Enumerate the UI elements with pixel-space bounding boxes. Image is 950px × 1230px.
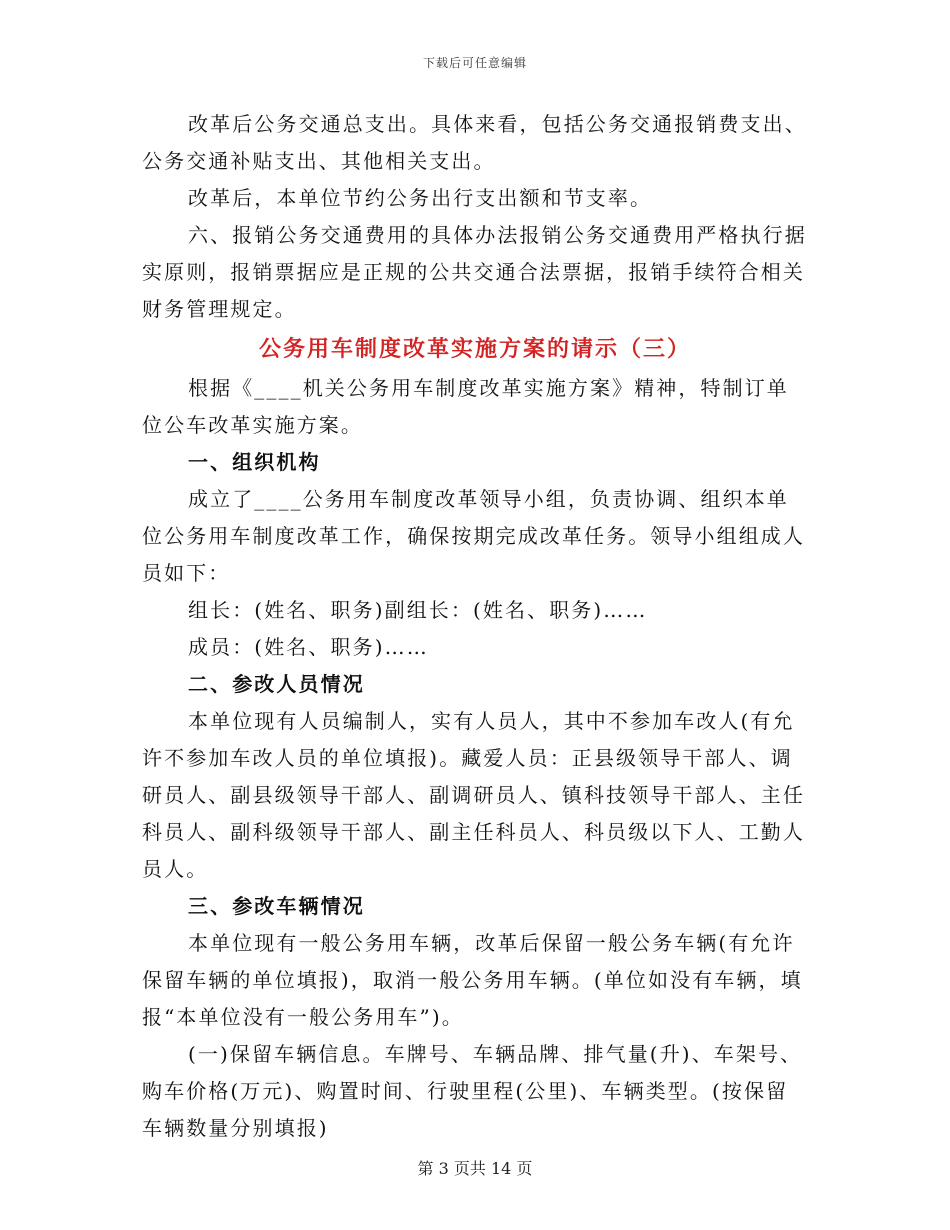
header-note: 下载后可任意编辑 bbox=[422, 56, 527, 70]
paragraph-basis: 根据《____机关公务用车制度改革实施方案》精神，特制订单位公车改革实施方案。 bbox=[142, 376, 789, 437]
heading-personnel: 二、参改人员情况 bbox=[188, 672, 365, 696]
paragraph-group-leader: 组长：(姓名、职务)副组长：(姓名、职务)…… bbox=[188, 598, 648, 622]
paragraph-vehicles: 本单位现有一般公务用车辆，改革后保留一般公务车辆(有允许保留车辆的单位填报)，取消一般公务用车辆。(单位如没有车辆，填报“本单位没有一般公务用车”)。 bbox=[142, 931, 803, 1029]
heading-organization: 一、组织机构 bbox=[188, 450, 321, 474]
paragraph-reimbursement: 六、报销公务交通费用的具体办法报销公务交通费用严格执行据实原则，报销票据应是正规的公共交通合法票据，报销手续符合相关财务管理规定。 bbox=[142, 223, 807, 321]
document-body bbox=[142, 106, 808, 1147]
heading-vehicles: 三、参改车辆情况 bbox=[188, 894, 365, 918]
paragraph-retained-vehicle-info: (一)保留车辆信息。车牌号、车辆品牌、排气量(升)、车架号、购车价格(万元)、购置时间、行驶里程(公里)、车辆类型。(按保留车辆数量分别填报) bbox=[142, 1042, 803, 1140]
paragraph-leading-group: 成立了____公务用车制度改革领导小组，负责协调、组织本单位公务用车制度改革工作，确保按期完成改革任务。领导小组组成人员如下： bbox=[142, 487, 805, 585]
paragraph-personnel: 本单位现有人员编制人，实有人员人，其中不参加车改人(有允许不参加车改人员的单位填报)。藏爱人员：正县级领导干部人、调研员人、副县级领导干部人、副调研员人、镇科技领导干部人、主任科员人、副科级领导干部人、副主任科员人、科员级以下人、工勤人员人。 bbox=[142, 709, 805, 881]
paragraph-total-expenditure: 改革后公务交通总支出。具体来看，包括公务交通报销费支出、公务交通补贴支出、其他相关支出。 bbox=[142, 112, 807, 173]
paragraph-savings: 改革后，本单位节约公务出行支出额和节支率。 bbox=[188, 186, 653, 210]
paragraph-members: 成员：(姓名、职务)…… bbox=[188, 635, 429, 659]
page-number: 第 3 页共 14 页 bbox=[417, 1159, 533, 1178]
section-title: 公务用车制度改革实施方案的请示（三） bbox=[258, 336, 691, 362]
